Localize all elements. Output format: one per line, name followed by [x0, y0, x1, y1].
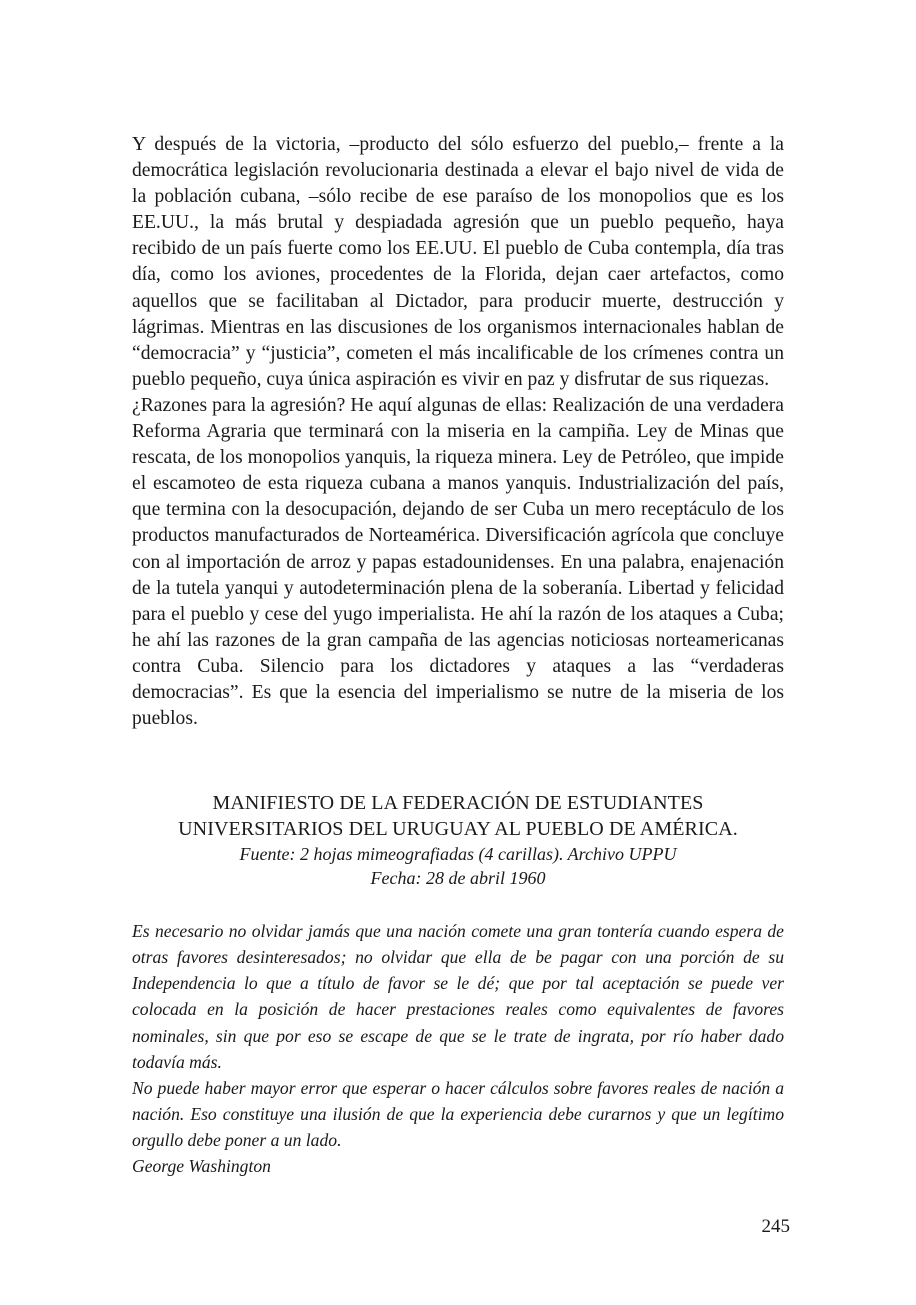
page-content [132, 132, 784, 1179]
epigraph-paragraph-2: No puede haber mayor error que esperar o hacer cálculos sobre favores reales de nación a nación. Eso constituye una ilusión de que la experiencia debe curarnos y que un legítimo orgullo debe poner a un lado. [132, 1077, 784, 1150]
page-number: 245 [761, 1216, 790, 1237]
manifesto-heading [132, 790, 784, 890]
heading-title-line-2: UNIVERSITARIOS DEL URUGUAY AL PUEBLO DE AMÉRICA. [178, 818, 738, 841]
body-paragraph-1: Y después de la victoria, –producto del sólo esfuerzo del pueblo,– frente a la democrática legislación revolucionaria destinada a elevar el bajo nivel de vida de la población cubana, –sólo recibe de ese paraíso de los monopolios que es los EE.UU., la más brutal y despiadada agresión que un pueblo pequeño, haya recibido de un país fuerte como los EE.UU. El pueblo de Cuba contempla, día tras día, como los aviones, procedentes de la Florida, dejan caer artefactos, como aquellos que se facilitaban al Dictador, para producir muerte, destrucción y lágrimas. Mientras en las discusiones de los organismos internacionales hablan de “democracia” y “justicia”, cometen el más incalificable de los crímenes contra un pueblo pequeño, cuya única aspiración es vivir en paz y disfrutar de sus riquezas. [132, 134, 784, 390]
epigraph-quote [132, 918, 784, 1179]
epigraph-signature: George Washington [132, 1156, 271, 1176]
heading-source: Fuente: 2 hojas mimeografiadas (4 carillas). Archivo UPPU [239, 844, 677, 865]
heading-title-line-1: MANIFIESTO DE LA FEDERACIÓN DE ESTUDIANTES [212, 792, 704, 815]
epigraph-paragraph-1: Es necesario no olvidar jamás que una nación comete una gran tontería cuando espera de otras favores desinteresados; no olvidar que ella de be pagar con una porción de su Independencia lo que a título de favor se le dé; que por tal aceptación se puede ver colocada en la posición de hacer prestaciones reales como equivalentes de favores nominales, sin que por eso se escape de que se le trate de ingrata, por río haber dado todavía más. [132, 921, 784, 1072]
heading-date: Fecha: 28 de abril 1960 [370, 868, 546, 889]
body-paragraph-2: ¿Razones para la agresión? He aquí algunas de ellas: Realización de una verdadera Reforma Agraria que terminará con la miseria en la campiña. Ley de Minas que rescata, de los monopolios yanquis, la riqueza minera. Ley de Petróleo, que impide el escamoteo de esta riqueza cubana a manos yanquis. Industrialización del país, que termina con la desocupación, dejando de ser Cuba un mero receptáculo de los productos manufacturados de Norteamérica. Diversificación agrícola que concluye con al importación de arroz y papas estadounidenses. En una palabra, enajenación de la tutela yanqui y autodeterminación plena de la soberanía. Libertad y felicidad para el pueblo y cese del yugo imperialista. He ahí la razón de los ataques a Cuba; he ahí las razones de la gran campaña de las agencias noticiosas norteamericanas contra Cuba. Silencio para los dictadores y ataques a las “verdaderas democracias”. Es que la esencia del imperialismo se nutre de la miseria de los pueblos. [132, 394, 784, 730]
